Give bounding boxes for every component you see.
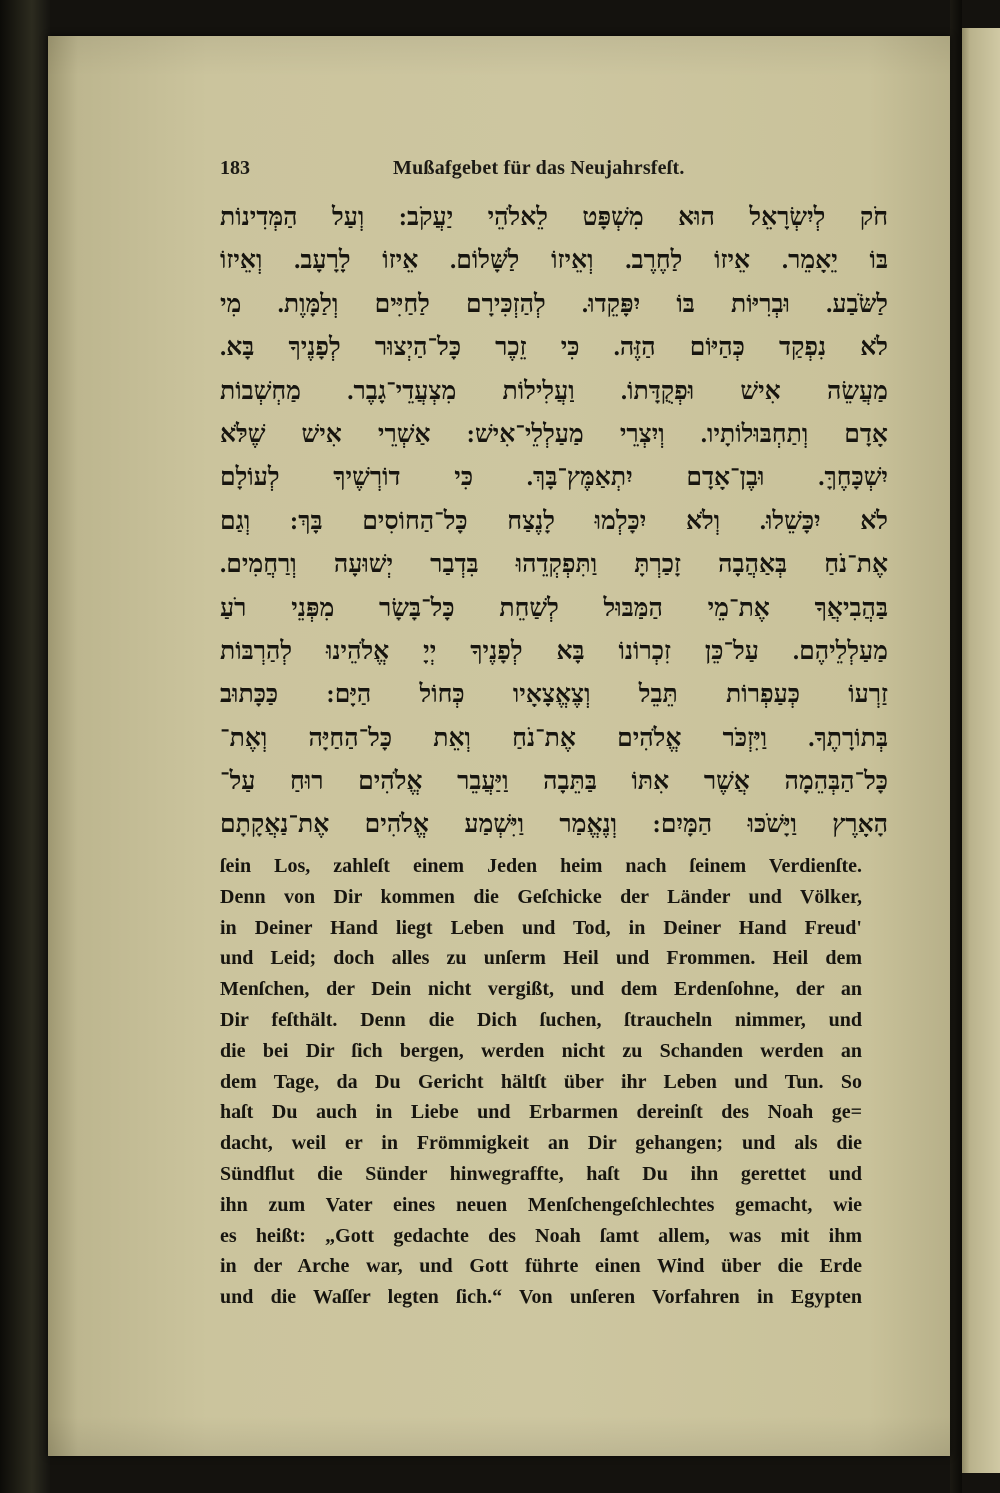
hebrew-text-line: יִשְׁכָּחֶךָּ. וּבֶן־אָדָם יִתְאַמֶּץ־בָּךְ. כִּי דוֹרְשֶׁיךָ לְעוֹלָם	[220, 464, 888, 492]
german-text-line: Dir feſthält. Denn die Dich ſuchen, ſtraucheln nimmer, und	[220, 1008, 862, 1031]
german-text-line: in Deiner Hand liegt Leben und Tod, in Deiner Hand Freud'	[220, 916, 862, 939]
german-text-line: in der Arche war, und Gott führte einen Wind über die Erde	[220, 1255, 862, 1278]
running-title: Mußafgebet für das Neujahrsfeſt.	[393, 157, 685, 179]
german-text-line: ſein Los, zahleſt einem Jeden heim nach ſeinem Verdienſte.	[220, 855, 862, 877]
running-header	[220, 153, 780, 183]
book-page	[48, 36, 950, 1456]
hebrew-text-line: בַּהֲבִיאֲךָ אֶת־מֵי הַמַּבּוּל לְשַׁחֵת כָּל־בָּשָׂר מִפְּנֵי רֹעַ	[220, 594, 888, 622]
hebrew-text-line: לֹא נִפְקַד כְּהַיּוֹם הַזֶּה. כִּי זֵכֶר כָּל־הַיְצוּר לְפָנֶיךָ בָּא.	[220, 334, 888, 362]
hebrew-text-line: בְּתוֹרָתֶךָ. וַיִּזְכֹּר אֱלֹהִים אֶת־נֹחַ וְאֵת כָּל־הַחַיָּה וְאֶת־	[220, 724, 888, 752]
german-text-line: ihn zum Vater eines neuen Menſchengeſchlechtes gemacht, wie	[220, 1193, 862, 1216]
hebrew-text-line: מַעַלְלֵיהֶם. עַל־כֵּן זִכְרוֹנוֹ בָּא לְפָנֶיךָ יְיָ אֱלֹהֵינוּ לְהַרְבּוֹת	[220, 637, 888, 665]
page-number: 183	[220, 157, 250, 179]
german-text-line: Sündflut die Sünder hinwegraffte, haſt Du ihn gerettet und	[220, 1162, 862, 1185]
hebrew-text-line: לַשֹּׂבַע. וּבְרִיּוֹת בּוֹ יִפָּקֵדוּ. לְהַזְכִּירָם לַחַיִּים וְלַמָּוֶת. מִי	[220, 290, 888, 318]
hebrew-text-line: הָאָרֶץ וַיָּשֹׁכּוּ הַמָּיִם: וְנֶאֱמַר וַיִּשְׁמַע אֱלֹהִים אֶת־נַאֲקָתָם	[220, 811, 888, 839]
hebrew-prayer-block	[220, 196, 888, 847]
hebrew-text-line: זַרְעוֹ כְּעַפְרוֹת תֵּבֵל וְצֶאֱצָאָיו כְּחוֹל הַיָּם: כַּכָּתוּב	[220, 681, 888, 709]
hebrew-text-line: אֶת־נֹחַ בְּאַהֲבָה זָכַרְתָּ וַתִּפְקְדֵהוּ בִּדְבַר יְשׁוּעָה וְרַחֲמִים.	[220, 551, 888, 579]
german-text-line: und Leid; doch alles zu unſerm Heil und Frommen. Heil dem	[220, 947, 862, 970]
hebrew-text-line: מַעֲשֵׂה אִישׁ וּפְקֻדָּתוֹ. וַעֲלִילוֹת מִצְעֲדֵי־גָבֶר. מַחְשְׁבוֹת	[220, 377, 888, 405]
german-text-line: dacht, weil er in Frömmigkeit an Dir gehangen; und als die	[220, 1132, 862, 1155]
german-translation-block	[220, 851, 862, 1313]
hebrew-text-line: חֹק לְיִשְׂרָאֵל הוּא מִשְׁפָּט לֵאלֹהֵי יַעֲקֹב: וְעַל הַמְּדִינוֹת	[220, 204, 888, 231]
german-text-line: die bei Dir ſich bergen, werden nicht zu Schanden werden an	[220, 1039, 862, 1062]
hebrew-text-line: אָדָם וְתַחְבּוּלוֹתָיו. וְיִצְרֵי מַעַלְלֵי־אִישׁ: אַשְׁרֵי אִישׁ שֶׁלֹּא	[220, 420, 888, 448]
hebrew-text-line: כָּל־הַבְּהֵמָה אֲשֶׁר אִתּוֹ בַּתֵּבָה וַיַּעֲבֵר אֱלֹהִים רוּחַ עַל־	[220, 768, 888, 796]
german-text-line: und die Waſſer legten ſich.“ Von unſeren Vorfahren in Egypten	[220, 1286, 862, 1309]
hebrew-text-line: בּוֹ יֵאָמֵר. אֵיזוֹ לַחֶרֶב. וְאֵיזוֹ לַשָּׁלוֹם. אֵיזוֹ לָרָעָב. וְאֵיזוֹ	[220, 247, 888, 275]
gutter-shadow	[950, 0, 962, 1493]
german-text-line: Denn von Dir kommen die Geſchicke der Länder und Völker,	[220, 885, 862, 908]
german-text-line: Menſchen, der Dein nicht vergißt, und dem Erdenſohne, der an	[220, 978, 862, 1001]
german-text-line: es heißt: „Gott gedachte des Noah ſamt allem, was mit ihm	[220, 1224, 862, 1247]
german-text-line: haſt Du auch in Liebe und Erbarmen dereinſt des Noah ge=	[220, 1101, 862, 1124]
facing-page-edge	[962, 28, 1000, 1473]
german-text-line: dem Tage, da Du Gericht hältſt über ihr Leben und Tun. So	[220, 1070, 862, 1093]
book-binding-edge	[0, 0, 50, 1493]
hebrew-text-line: לֹא יִכָּשֵׁלוּ. וְלֹא יִכָּלְמוּ לָנֶצַח כָּל־הַחוֹסִים בָּךְ: וְגַם	[220, 507, 888, 535]
